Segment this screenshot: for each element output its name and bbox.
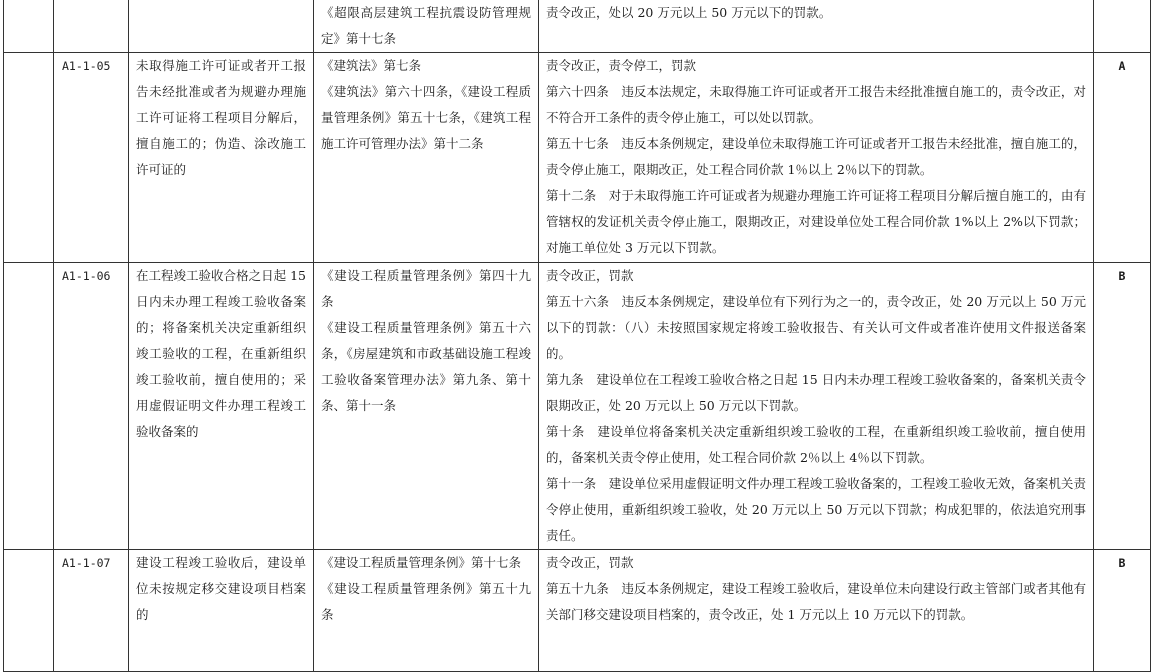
table-row — [4, 0, 1151, 53]
legal-basis — [314, 53, 539, 263]
legal-basis-line: 《建设工程质量管理条例》第四十九条 — [321, 268, 531, 309]
penalty-content — [539, 263, 1094, 550]
grade-label: B — [1094, 550, 1151, 672]
grade-label: B — [1094, 263, 1151, 550]
legal-basis-line: 《建设工程质量管理条例》第十七条 — [321, 555, 522, 570]
penalty-line: 第五十七条 违反本条例规定，建设单位未取得施工许可证或者开工报告未经批准，擅自施工的，责令停止施工，限期改正，处工程合同价款 1％以上 2％以下的罚款。 — [546, 136, 1086, 177]
table-row — [4, 53, 1151, 263]
grade-label — [1094, 0, 1151, 53]
penalty-line: 责令改正，责令停工，罚款 — [546, 58, 697, 73]
penalty-content — [539, 0, 1094, 53]
blank-cell — [4, 550, 54, 672]
penalty-line: 责令改正，罚款 — [546, 555, 634, 570]
penalty-line: 第五十九条 违反本条例规定，建设工程竣工验收后，建设单位未向建设行政主管部门或者其他有关部门移交建设项目档案的，责令改正，处 1 万元以上 10 万元以下的罚款。 — [546, 581, 1086, 622]
penalty-line: 第五十六条 违反本条例规定，建设单位有下列行为之一的，责令改正，处 20 万元以上 50 万元以下的罚款：（八）未按照国家规定将竣工验收报告、有关认可文件或者准许使用文件报送备案的。 — [546, 294, 1086, 361]
legal-basis — [314, 263, 539, 550]
legal-basis — [314, 550, 539, 672]
penalty-line: 第六十四条 违反本法规定，未取得施工许可证或者开工报告未经批准擅自施工的，责令改正，对不符合开工条件的责令停止施工，可以处以罚款。 — [546, 84, 1086, 125]
item-code — [54, 0, 129, 53]
violation-description: 在工程竣工验收合格之日起 15 日内未办理工程竣工验收备案的；将备案机关决定重新组织竣工验收的工程，在重新组织竣工验收前，擅自使用的；采用虚假证明文件办理工程竣工验收备案的 — [129, 263, 314, 550]
table-row — [4, 263, 1151, 550]
table-row — [4, 550, 1151, 672]
penalty-table — [3, 0, 1151, 672]
legal-basis-line: 《建筑法》第七条 — [321, 58, 422, 73]
legal-basis-line: 《超限高层建筑工程抗震设防管理规定》第十七条 — [321, 5, 531, 46]
blank-cell — [4, 263, 54, 550]
legal-basis-line: 《建设工程质量管理条例》第五十九条 — [321, 581, 531, 622]
penalty-content — [539, 53, 1094, 263]
grade-label: A — [1094, 53, 1151, 263]
violation-description: 建设工程竣工验收后，建设单位未按规定移交建设项目档案的 — [129, 550, 314, 672]
legal-basis-line: 《建筑法》第六十四条，《建设工程质量管理条例》第五十七条，《建筑工程施工许可管理办法》第十二条 — [321, 84, 531, 151]
blank-cell — [4, 53, 54, 263]
penalty-line: 第九条 建设单位在工程竣工验收合格之日起 15 日内未办理工程竣工验收备案的，备案机关责令限期改正，处 20 万元以上 50 万元以下罚款。 — [546, 372, 1086, 413]
penalty-content — [539, 550, 1094, 672]
penalty-line: 第十一条 建设单位采用虚假证明文件办理工程竣工验收备案的，工程竣工验收无效，备案机关责令停止使用，重新组织竣工验收，处 20 万元以上 50 万元以下罚款；构成犯罪的，依法追究刑事责任。 — [546, 476, 1086, 543]
item-code: A1-1-07 — [54, 550, 129, 672]
legal-basis-line: 《建设工程质量管理条例》第五十六条，《房屋建筑和市政基础设施工程竣工验收备案管理办法》第九条、第十条、第十一条 — [321, 320, 531, 413]
item-code: A1-1-06 — [54, 263, 129, 550]
penalty-line: 责令改正，处以 20 万元以上 50 万元以下的罚款。 — [546, 5, 832, 20]
item-code: A1-1-05 — [54, 53, 129, 263]
penalty-line: 责令改正，罚款 — [546, 268, 634, 283]
blank-cell — [4, 0, 54, 53]
violation-description: 未取得施工许可证或者开工报告未经批准或者为规避办理施工许可证将工程项目分解后，擅自施工的；伪造、涂改施工许可证的 — [129, 53, 314, 263]
legal-basis — [314, 0, 539, 53]
violation-description — [129, 0, 314, 53]
penalty-line: 第十二条 对于未取得施工许可证或者为规避办理施工许可证将工程项目分解后擅自施工的，由有管辖权的发证机关责令停止施工，限期改正，对建设单位处工程合同价款 1%以上 2%以下罚款；对施工单位处 3 万元以下罚款。 — [546, 188, 1086, 255]
penalty-line: 第十条 建设单位将备案机关决定重新组织竣工验收的工程，在重新组织竣工验收前，擅自使用的，备案机关责令停止使用，处工程合同价款 2％以上 4％以下罚款。 — [546, 424, 1086, 465]
